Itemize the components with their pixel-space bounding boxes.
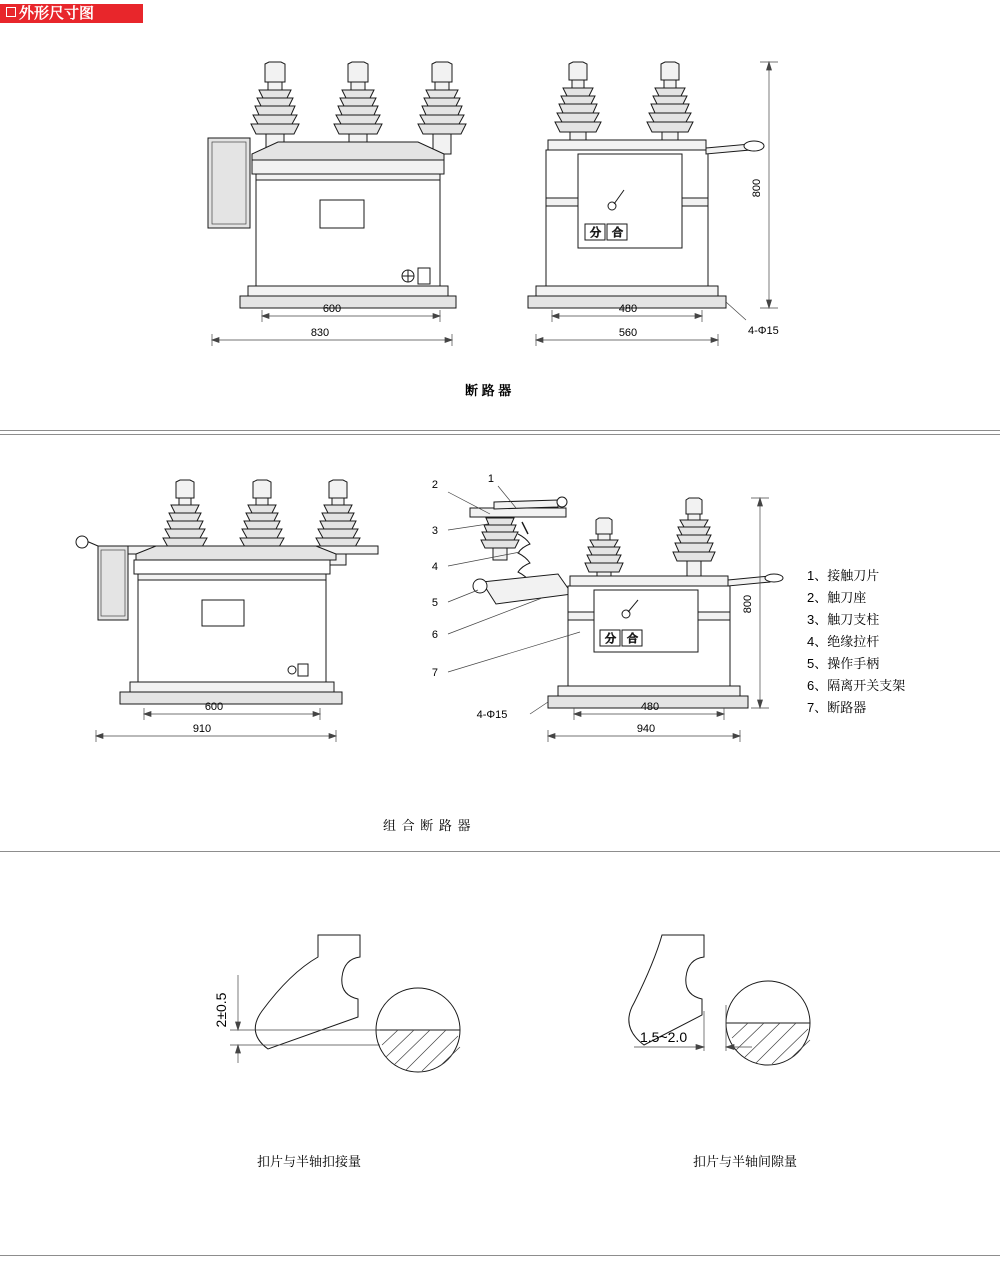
legend-item-5: 5、操作手柄	[807, 656, 880, 671]
svg-text:合: 合	[627, 633, 638, 645]
square-bullet-icon	[6, 7, 16, 17]
figure-breaker-drawing	[180, 48, 800, 378]
section-divider-3	[0, 851, 1000, 852]
callout-1: 1	[487, 473, 494, 485]
dim4-range: 1.5~2.0	[640, 1029, 688, 1045]
legend-item-3: 3、触刀支柱	[807, 612, 880, 627]
dim2-940: 940	[636, 723, 656, 735]
dim-800: 800	[751, 178, 763, 198]
figure-2-caption: 组 合 断 路 器	[383, 818, 472, 833]
callout-2: 2	[431, 479, 438, 491]
dim-560: 560	[618, 327, 638, 339]
dim3-2pm05: 2±0.5	[213, 992, 229, 1028]
legend-item-1: 1、接触刀片	[807, 568, 880, 583]
page-title	[6, 4, 94, 23]
legend-list	[807, 565, 982, 719]
section-divider-2	[0, 434, 1000, 435]
callout-4: 4	[431, 561, 438, 573]
legend-item-4: 4、绝缘拉杆	[807, 634, 880, 649]
figure-latch-clearance-drawing	[600, 915, 900, 1095]
callout-6: 6	[431, 629, 438, 641]
figure-1-caption: 断 路 器	[465, 383, 512, 398]
callout-7: 7	[431, 667, 438, 679]
section-divider-4	[0, 1255, 1000, 1256]
legend-item-7: 7、断路器	[807, 700, 867, 715]
legend-item-2: 2、触刀座	[807, 590, 867, 605]
dim-480: 480	[618, 303, 638, 315]
dim2-600: 600	[204, 701, 224, 713]
dim2-480: 480	[640, 701, 660, 713]
callout-3: 3	[431, 525, 438, 537]
svg-text:分: 分	[590, 227, 601, 239]
figure-4-caption: 扣片与半轴间隙量	[693, 1154, 798, 1169]
page-title-label: 外形尺寸图	[19, 5, 95, 22]
legend-item-6: 6、隔离开关支架	[807, 678, 906, 693]
dim2-4phi15: 4-Φ15	[476, 709, 508, 721]
figure-latch-engagement-drawing	[190, 915, 490, 1095]
dim-4phi15: 4-Φ15	[748, 325, 779, 337]
dim2-800: 800	[742, 594, 754, 614]
section-divider-1	[0, 430, 1000, 431]
figure-3-caption: 扣片与半轴扣接量	[257, 1154, 362, 1169]
callout-5: 5	[431, 597, 438, 609]
figure-combined-breaker-drawing	[70, 462, 790, 782]
page-header	[0, 0, 1000, 28]
svg-text:合: 合	[612, 227, 623, 239]
svg-text:分: 分	[605, 633, 616, 645]
dim-830: 830	[310, 327, 330, 339]
dim-600: 600	[322, 303, 342, 315]
dim2-910: 910	[192, 723, 212, 735]
